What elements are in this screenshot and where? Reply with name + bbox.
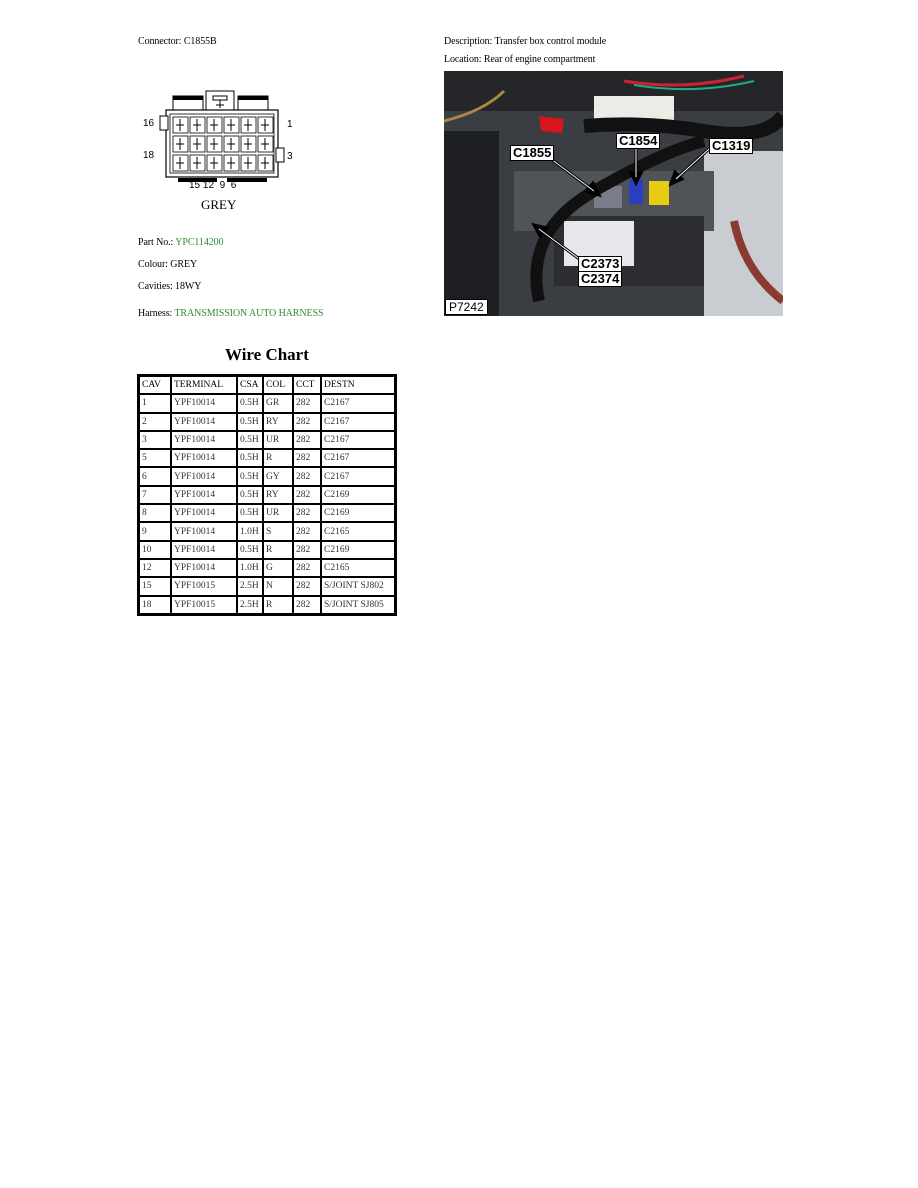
cell-col: RY bbox=[264, 487, 292, 503]
header-cct: CCT bbox=[294, 377, 320, 393]
cell-cav: 5 bbox=[140, 450, 170, 466]
table-row bbox=[140, 487, 394, 503]
cell-cct: 282 bbox=[294, 395, 320, 411]
cell-destn: S/JOINT SJ802 bbox=[322, 578, 394, 594]
pin-label-bottom-row: 15 12 9 6 bbox=[189, 180, 237, 191]
cell-terminal: YPF10015 bbox=[172, 597, 236, 613]
header-col: COL bbox=[264, 377, 292, 393]
cell-col: N bbox=[264, 578, 292, 594]
cell-destn: S/JOINT SJ805 bbox=[322, 597, 394, 613]
part-no-row bbox=[138, 237, 223, 248]
callout-c1319: C1319 bbox=[709, 138, 753, 154]
cell-terminal: YPF10014 bbox=[172, 395, 236, 411]
table-row bbox=[140, 395, 394, 411]
cell-cav: 3 bbox=[140, 432, 170, 448]
cavities-label: Cavities: 18WY bbox=[138, 281, 202, 292]
cell-terminal: YPF10014 bbox=[172, 505, 236, 521]
cell-destn: C2167 bbox=[322, 414, 394, 430]
cell-col: UR bbox=[264, 505, 292, 521]
table-row bbox=[140, 597, 394, 613]
wire-chart-table bbox=[137, 374, 397, 616]
cell-csa: 2.5H bbox=[238, 597, 262, 613]
cell-cav: 10 bbox=[140, 542, 170, 558]
cell-cav: 8 bbox=[140, 505, 170, 521]
cell-cav: 1 bbox=[140, 395, 170, 411]
cell-cct: 282 bbox=[294, 414, 320, 430]
cell-csa: 0.5H bbox=[238, 505, 262, 521]
cell-destn: C2167 bbox=[322, 395, 394, 411]
cell-destn: C2167 bbox=[322, 468, 394, 484]
cell-csa: 0.5H bbox=[238, 450, 262, 466]
table-row bbox=[140, 578, 394, 594]
cell-col: S bbox=[264, 523, 292, 539]
cell-csa: 1.0H bbox=[238, 523, 262, 539]
header-destn: DESTN bbox=[322, 377, 394, 393]
cell-destn: C2167 bbox=[322, 450, 394, 466]
cell-cav: 12 bbox=[140, 560, 170, 576]
cell-col: RY bbox=[264, 414, 292, 430]
cell-cct: 282 bbox=[294, 542, 320, 558]
part-no-link[interactable]: YPC114200 bbox=[175, 237, 224, 248]
cell-cct: 282 bbox=[294, 487, 320, 503]
location-label: Location: Rear of engine compartment bbox=[444, 54, 596, 65]
cell-terminal: YPF10014 bbox=[172, 432, 236, 448]
cell-destn: C2169 bbox=[322, 505, 394, 521]
callout-c1854: C1854 bbox=[616, 133, 660, 149]
cell-cav: 15 bbox=[140, 578, 170, 594]
harness-link[interactable]: TRANSMISSION AUTO HARNESS bbox=[174, 308, 324, 319]
colour-label: Colour: GREY bbox=[138, 259, 198, 270]
cell-terminal: YPF10014 bbox=[172, 542, 236, 558]
cell-col: G bbox=[264, 560, 292, 576]
table-row bbox=[140, 414, 394, 430]
table-row bbox=[140, 505, 394, 521]
cell-terminal: YPF10014 bbox=[172, 560, 236, 576]
location-photo bbox=[444, 71, 783, 316]
cell-csa: 2.5H bbox=[238, 578, 262, 594]
cell-csa: 0.5H bbox=[238, 432, 262, 448]
header-terminal: TERMINAL bbox=[172, 377, 236, 393]
cell-terminal: YPF10014 bbox=[172, 468, 236, 484]
cell-col: R bbox=[264, 597, 292, 613]
cell-csa: 1.0H bbox=[238, 560, 262, 576]
cell-cct: 282 bbox=[294, 432, 320, 448]
cell-cav: 2 bbox=[140, 414, 170, 430]
cell-cav: 18 bbox=[140, 597, 170, 613]
cell-col: GY bbox=[264, 468, 292, 484]
cell-terminal: YPF10014 bbox=[172, 450, 236, 466]
description-label: Description: Transfer box control module bbox=[444, 36, 607, 47]
callout-c2373: C2373 bbox=[578, 256, 622, 272]
cell-cct: 282 bbox=[294, 597, 320, 613]
table-row bbox=[140, 450, 394, 466]
header-cav: CAV bbox=[140, 377, 170, 393]
colour-caption: GREY bbox=[201, 197, 237, 212]
harness-row bbox=[138, 308, 323, 319]
cell-cct: 282 bbox=[294, 578, 320, 594]
cell-col: GR bbox=[264, 395, 292, 411]
table-row bbox=[140, 542, 394, 558]
cell-cct: 282 bbox=[294, 560, 320, 576]
pin-label-3: 3 bbox=[287, 151, 293, 162]
cell-terminal: YPF10014 bbox=[172, 414, 236, 430]
cell-terminal: YPF10014 bbox=[172, 487, 236, 503]
cell-cct: 282 bbox=[294, 523, 320, 539]
cell-col: R bbox=[264, 542, 292, 558]
connector-label: Connector: C1855B bbox=[138, 36, 217, 47]
harness-label: Harness: bbox=[138, 308, 175, 319]
header-csa: CSA bbox=[238, 377, 262, 393]
cell-csa: 0.5H bbox=[238, 414, 262, 430]
cell-terminal: YPF10015 bbox=[172, 578, 236, 594]
cell-destn: C2169 bbox=[322, 542, 394, 558]
figure-id-label: P7242 bbox=[445, 299, 488, 315]
cell-destn: C2169 bbox=[322, 487, 394, 503]
cell-cav: 6 bbox=[140, 468, 170, 484]
wire-chart-title: Wire Chart bbox=[225, 345, 309, 364]
pin-label-16: 16 bbox=[143, 118, 155, 129]
pin-label-1: 1 bbox=[287, 119, 293, 130]
cell-cct: 282 bbox=[294, 505, 320, 521]
pin-label-18: 18 bbox=[143, 150, 155, 161]
cell-terminal: YPF10014 bbox=[172, 523, 236, 539]
cell-destn: C2165 bbox=[322, 560, 394, 576]
cell-destn: C2165 bbox=[322, 523, 394, 539]
cell-cav: 7 bbox=[140, 487, 170, 503]
table-row bbox=[140, 432, 394, 448]
table-header-row bbox=[140, 377, 394, 393]
cell-cct: 282 bbox=[294, 450, 320, 466]
callout-c2374: C2374 bbox=[578, 271, 622, 287]
part-no-label: Part No.: bbox=[138, 237, 176, 248]
table-row bbox=[140, 560, 394, 576]
cell-cct: 282 bbox=[294, 468, 320, 484]
cell-csa: 0.5H bbox=[238, 395, 262, 411]
cell-csa: 0.5H bbox=[238, 542, 262, 558]
cell-col: UR bbox=[264, 432, 292, 448]
cell-csa: 0.5H bbox=[238, 487, 262, 503]
connector-diagram bbox=[140, 86, 300, 216]
callout-c1855: C1855 bbox=[510, 145, 554, 161]
table-row bbox=[140, 468, 394, 484]
cell-cav: 9 bbox=[140, 523, 170, 539]
cell-col: R bbox=[264, 450, 292, 466]
cell-destn: C2167 bbox=[322, 432, 394, 448]
cell-csa: 0.5H bbox=[238, 468, 262, 484]
table-row bbox=[140, 523, 394, 539]
